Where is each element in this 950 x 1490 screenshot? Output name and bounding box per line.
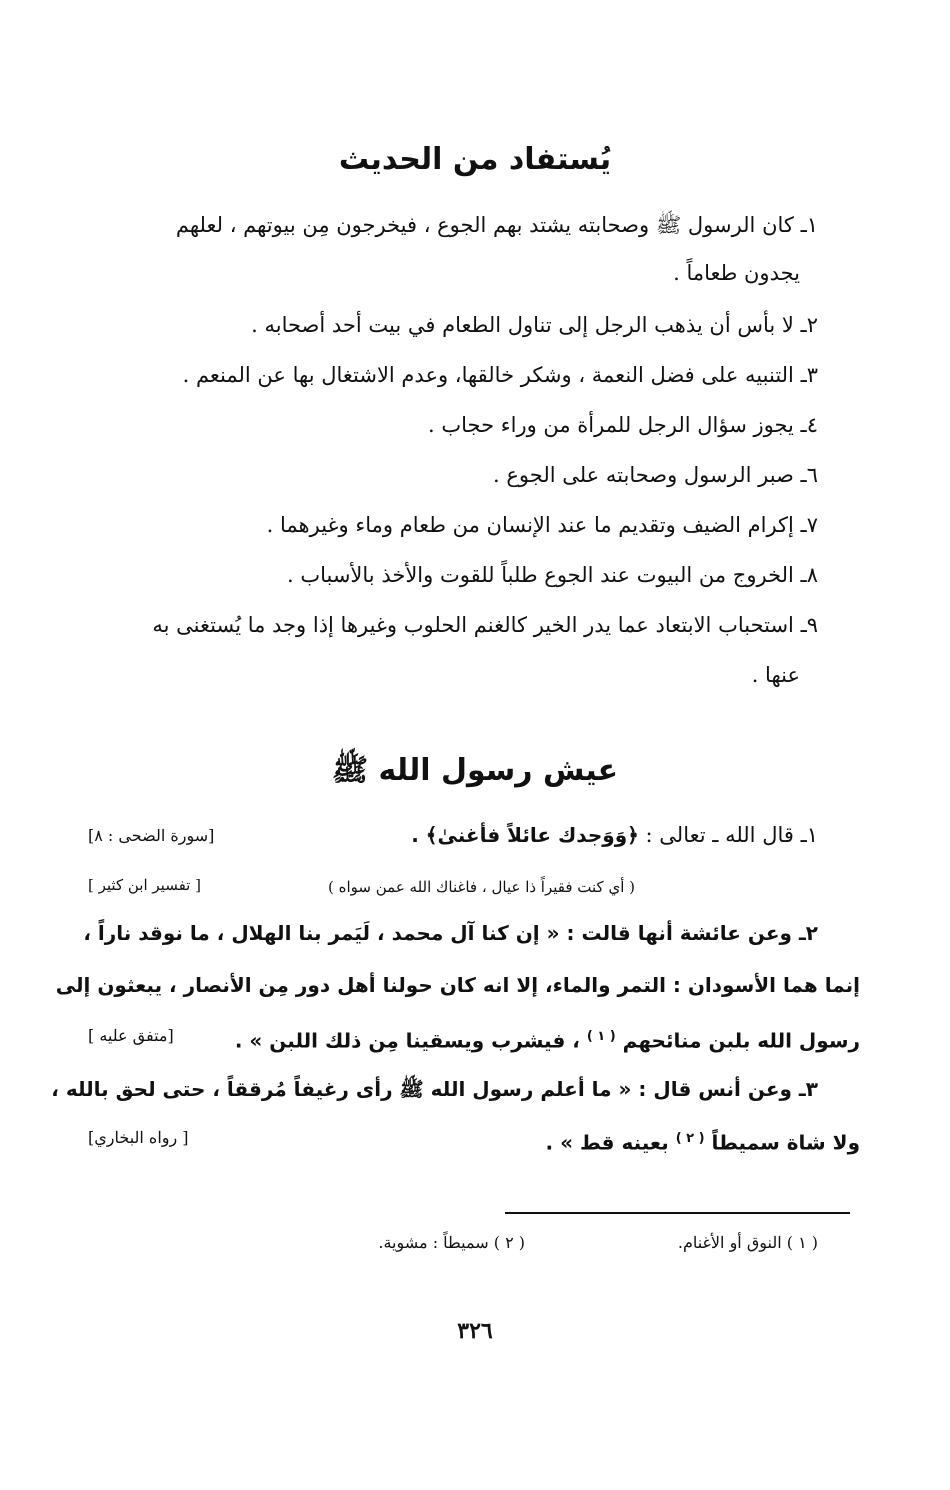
hadith-3-line1: ٣ـ وعن أنس قال : « ما أعلم رسول الله ﷺ رأى رغيفاً مُرققاً ، حتى لحق بالله ،: [51, 1077, 818, 1101]
footnote-ref-1: ( ١ ): [586, 1029, 616, 1044]
hadith-2-line2: إنما هما الأسودان : التمر والماء، إلا انه كان حولنا أهل دور مِن الأنصار ، يبعثون إلى: [55, 973, 860, 997]
lesson-1-line1: ١ـ كان الرسول ﷺ وصحابته يشتد بهم الجوع ، فيخرجون مِن بيوتهم ، لعلهم: [175, 213, 818, 237]
hadith-3-line2-a: ولا شاة سميطاً: [711, 1130, 860, 1155]
hadith-2-line1: ٢ـ وعن عائشة أنها قالت : « إن كنا آل محمد ، لَيَمر بنا الهلال ، ما نوقد ناراً ،: [83, 921, 818, 945]
quote-1-verse: ﴿وَوَجدك عائلاً فأغنىٰ﴾ .: [411, 823, 639, 847]
hadith-2-line3-a: رسول الله بلبن منائحهم: [622, 1028, 860, 1053]
section-title-lessons: يُستفاد من الحديث: [338, 142, 612, 177]
lesson-3: ٣ـ التنبيه على فضل النعمة ، وشكر خالقها، وعدم الاشتغال بها عن المنعم .: [182, 363, 818, 387]
quote-1-source: [سورة الضحى : ٨]: [88, 826, 215, 845]
hadith-3-line2: [546, 1124, 860, 1158]
hadith-3-line2-b: بعينه قط » .: [545, 1130, 669, 1155]
footnote-1: ( ١ ) النوق أو الأغنام.: [677, 1233, 818, 1252]
lesson-9-line2: عنها .: [751, 663, 800, 687]
hadith-2-line3: [235, 1022, 860, 1056]
hadith-2-line3-b: ، فيشرب ويسقينا مِن ذلك اللبن » .: [234, 1028, 580, 1053]
hadith-3-source: [ رواه البخاري]: [88, 1128, 189, 1147]
footnote-divider: [505, 1212, 850, 1214]
hadith-2-source: [متفق عليه ]: [88, 1026, 174, 1045]
lesson-6: ٦ـ صبر الرسول وصحابته على الجوع .: [493, 463, 818, 487]
lesson-4: ٤ـ يجوز سؤال الرجل للمرأة من وراء حجاب .: [428, 413, 818, 437]
lesson-2: ٢ـ لا بأس أن يذهب الرجل إلى تناول الطعام في بيت أحد أصحابه .: [251, 313, 818, 337]
quote-1-explanation-source: [ تفسير ابن كثير ]: [88, 876, 201, 894]
footnote-ref-2: ( ٢ ): [675, 1131, 705, 1146]
quote-1-explanation: ( أي كنت فقيراً ذا عيال ، فاغناك الله عمن سواه ): [328, 878, 635, 896]
page-number: ٣٢٦: [457, 1318, 493, 1344]
lesson-8: ٨ـ الخروج من البيوت عند الجوع طلباً للقوت والأخذ بالأسباب .: [286, 563, 818, 587]
lesson-1-line2: يجدون طعاماً .: [673, 261, 800, 285]
lesson-9-line1: ٩ـ استحباب الابتعاد عما يدر الخير كالغنم الحلوب وغيرها إذا وجد ما يُستغنى به: [152, 613, 818, 637]
footnote-2: ( ٢ ) سميطاً : مشوية.: [378, 1233, 525, 1252]
section-title-prophet-life: عيش رسول الله ﷺ: [331, 753, 619, 788]
quote-1-prefix: ١ـ قال الله ـ تعالى :: [645, 823, 818, 847]
quote-1: [411, 820, 818, 850]
lesson-7: ٧ـ إكرام الضيف وتقديم ما عند الإنسان من طعام وماء وغيرهما .: [266, 513, 818, 537]
